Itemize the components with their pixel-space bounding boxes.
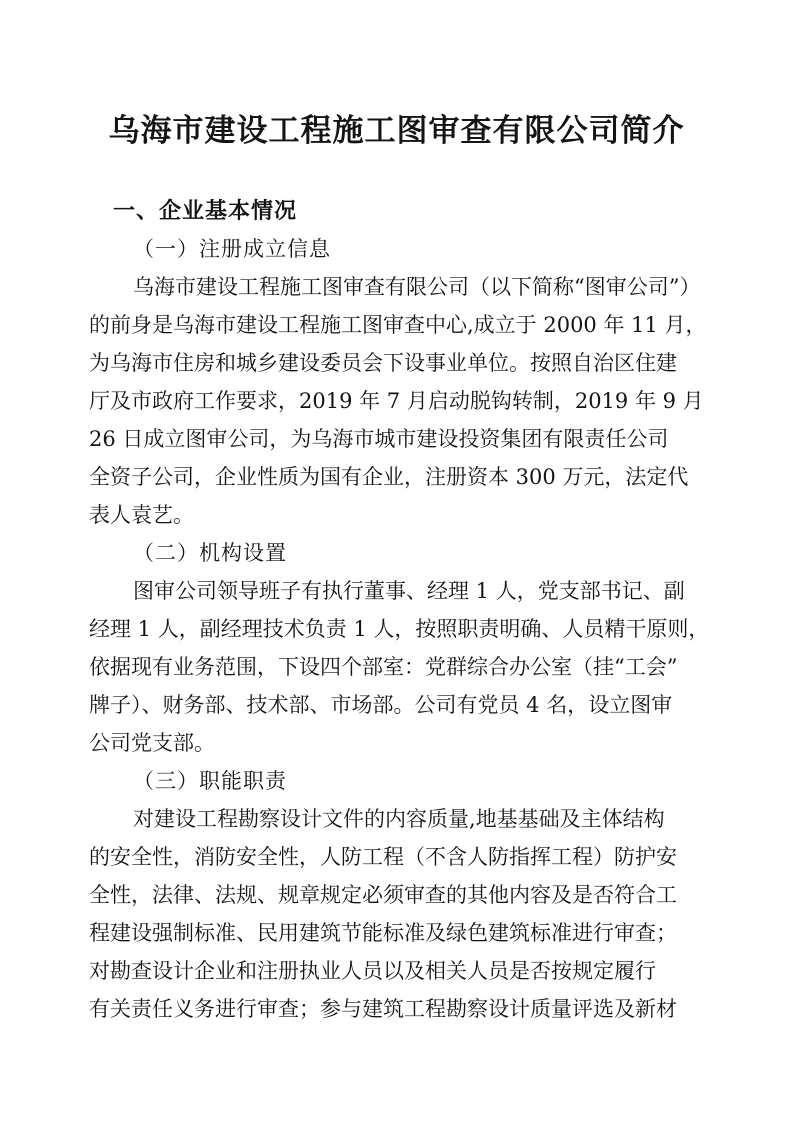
paragraph-line: 对建设工程勘察设计文件的内容质量,地基基础及主体结构 xyxy=(133,807,665,831)
paragraph-line: 对勘查设计企业和注册执业人员以及相关人员是否按规定履行 xyxy=(89,959,656,983)
section-heading-basic-info: 一、企业基本情况 xyxy=(113,198,298,223)
subsection-heading-duties: （三）职能职责 xyxy=(133,769,287,793)
paragraph-line: 表人袁艺。 xyxy=(89,503,194,527)
document-title: 乌海市建设工程施工图审查有限公司简介 xyxy=(108,113,685,148)
paragraph-line: 的安全性，消防安全性，人防工程（不含人防指挥工程）防护安 xyxy=(89,845,677,869)
paragraph-line: 程建设强制标准、民用建筑节能标准及绿色建筑标准进行审查； xyxy=(89,921,677,945)
paragraph-line: 26 日成立图审公司，为乌海市城市建设投资集团有限责任公司 xyxy=(89,427,669,451)
paragraph-line: 厅及市政府工作要求，2019 年 7 月启动脱钩转制，2019 年 9 月 xyxy=(89,389,704,413)
paragraph-line: 经理 1 人，副经理技术负责 1 人，按照职责明确、人员精干原则， xyxy=(89,617,710,641)
paragraph-line: 全资子公司，企业性质为国有企业，注册资本 300 万元，法定代 xyxy=(89,465,689,489)
subsection-heading-organization: （二）机构设置 xyxy=(133,541,287,565)
paragraph-line: 图审公司领导班子有执行董事、经理 1 人，党支部书记、副 xyxy=(133,579,685,603)
document-body xyxy=(89,192,710,1028)
paragraph-line: 依据现有业务范围，下设四个部室：党群综合办公室（挂“工会” xyxy=(89,655,678,679)
subsection-heading-registration: （一）注册成立信息 xyxy=(133,237,331,261)
paragraph-line: 牌子）、财务部、技术部、市场部。公司有党员 4 名，设立图审 xyxy=(89,693,673,717)
paragraph-line: 的前身是乌海市建设工程施工图审查中心,成立于 2000 年 11 月， xyxy=(89,313,707,337)
paragraph-line: 全性，法律、法规、规章规定必须审查的其他内容及是否符合工 xyxy=(89,883,677,907)
paragraph-line: 有关责任义务进行审查；参与建筑工程勘察设计质量评选及新材 xyxy=(89,997,677,1021)
paragraph-line: 公司党支部。 xyxy=(89,731,215,755)
paragraph-line: 为乌海市住房和城乡建设委员会下设事业单位。按照自治区住建 xyxy=(89,351,677,375)
paragraph-line: 乌海市建设工程施工图审查有限公司（以下简称“图审公司”） xyxy=(133,275,701,299)
